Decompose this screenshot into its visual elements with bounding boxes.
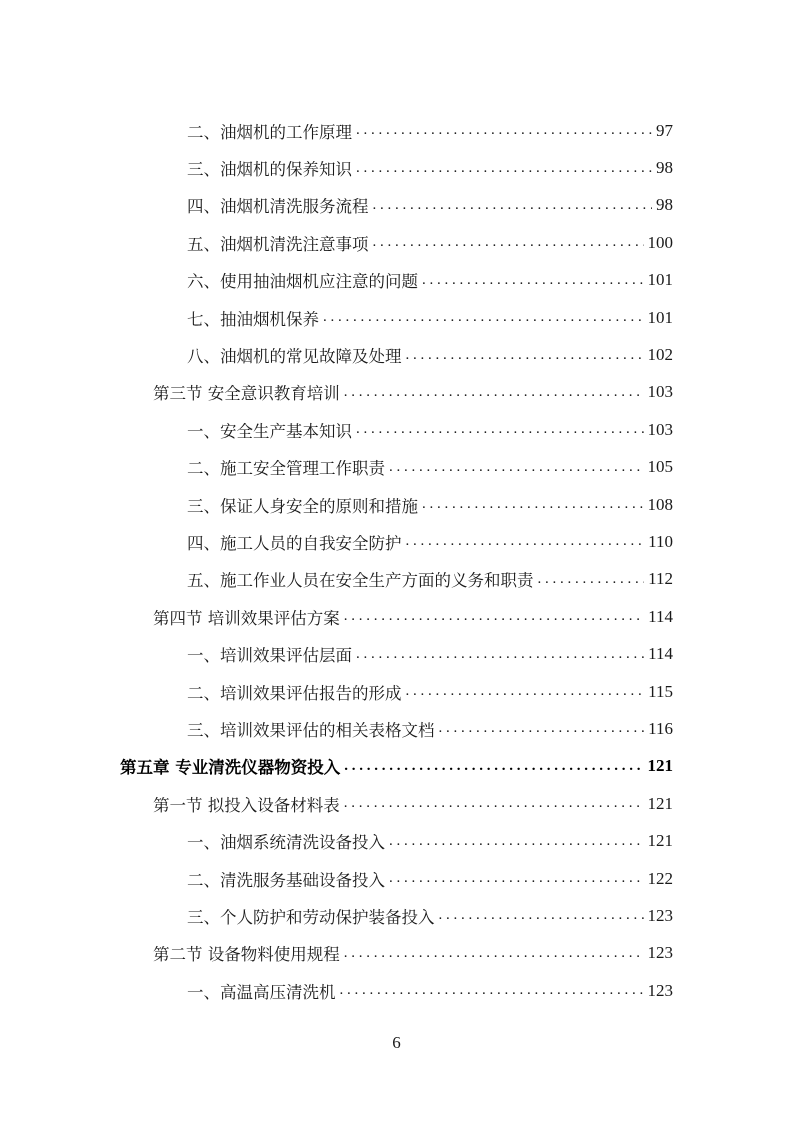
toc-item[interactable] [0, 822, 793, 859]
dot-leader [344, 795, 644, 812]
toc-item[interactable] [0, 860, 793, 897]
toc-chapter[interactable] [0, 748, 793, 785]
toc-entry-title: 一、安全生产基本知识 [187, 421, 352, 441]
toc-entry-page: 122 [647, 868, 673, 888]
toc-entry-title: 一、培训效果评估层面 [187, 646, 352, 666]
toc-entry-title: 三、个人防护和劳动保护装备投入 [187, 907, 435, 927]
toc-entry-title: 四、施工人员的自我安全防护 [187, 533, 402, 553]
toc-entry-page: 101 [647, 307, 673, 327]
toc-item[interactable] [0, 449, 793, 486]
toc-entry-page: 103 [647, 419, 673, 439]
toc-entry-page: 105 [647, 457, 673, 477]
dot-leader [389, 833, 644, 850]
dot-leader [323, 309, 644, 326]
toc-entry-title: 第一节 拟投入设备材料表 [153, 795, 340, 815]
toc-entry-page: 115 [648, 681, 673, 701]
dot-leader [356, 421, 644, 438]
dot-leader [389, 870, 644, 887]
toc-item[interactable] [0, 635, 793, 672]
dot-leader [538, 571, 645, 588]
dot-leader [422, 496, 644, 513]
toc-entry-title: 五、油烟机清洗注意事项 [187, 234, 369, 254]
toc-item[interactable] [0, 897, 793, 934]
toc-item[interactable] [0, 299, 793, 336]
dot-leader [344, 945, 644, 962]
toc-entry-title: 二、清洗服务基础设备投入 [187, 870, 385, 890]
toc-item[interactable] [0, 187, 793, 224]
toc-item[interactable] [0, 561, 793, 598]
dot-leader [422, 272, 644, 289]
toc-entry-page: 97 [656, 120, 673, 140]
dot-leader [439, 907, 644, 924]
toc-entry-page: 121 [647, 756, 673, 776]
toc-entry-page: 123 [647, 905, 673, 925]
toc-entry-title: 第四节 培训效果评估方案 [153, 608, 340, 628]
toc-section[interactable] [0, 935, 793, 972]
dot-leader [356, 160, 652, 177]
toc-entry-title: 第五章 专业清洗仪器物资投入 [120, 758, 341, 778]
toc-entry-page: 98 [656, 158, 673, 178]
dot-leader [406, 683, 645, 700]
toc-entry-title: 八、油烟机的常见故障及处理 [187, 347, 402, 367]
dot-leader [406, 347, 644, 364]
dot-leader [344, 608, 644, 625]
toc-item[interactable] [0, 673, 793, 710]
toc-entry-page: 121 [647, 793, 673, 813]
toc-entry-page: 123 [647, 943, 673, 963]
page-number: 6 [392, 1033, 401, 1052]
dot-leader [406, 533, 645, 550]
toc-entry-page: 114 [648, 606, 673, 626]
toc-entry-page: 123 [647, 980, 673, 1000]
toc-item[interactable] [0, 411, 793, 448]
toc-entry-page: 121 [647, 831, 673, 851]
toc-entry-title: 第三节 安全意识教育培训 [153, 384, 340, 404]
toc-section[interactable] [0, 374, 793, 411]
toc-entry-title: 二、施工安全管理工作职责 [187, 459, 385, 479]
toc-section[interactable] [0, 598, 793, 635]
toc-item[interactable] [0, 972, 793, 1009]
toc-item[interactable] [0, 224, 793, 261]
toc-entry-title: 一、高温高压清洗机 [187, 982, 336, 1002]
toc-entry-page: 101 [647, 270, 673, 290]
dot-leader [344, 758, 643, 775]
toc-item[interactable] [0, 710, 793, 747]
table-of-contents [0, 112, 793, 1009]
toc-entry-title: 三、培训效果评估的相关表格文档 [187, 720, 435, 740]
toc-entry-title: 七、抽油烟机保养 [187, 309, 319, 329]
toc-entry-title: 三、油烟机的保养知识 [187, 160, 352, 180]
toc-entry-page: 114 [648, 644, 673, 664]
dot-leader [356, 646, 644, 663]
dot-leader [373, 197, 653, 214]
toc-entry-title: 二、油烟机的工作原理 [187, 122, 352, 142]
toc-entry-title: 五、施工作业人员在安全生产方面的义务和职责 [187, 571, 534, 591]
toc-item[interactable] [0, 336, 793, 373]
toc-entry-page: 103 [647, 382, 673, 402]
toc-entry-title: 三、保证人身安全的原则和措施 [187, 496, 418, 516]
dot-leader [389, 459, 644, 476]
toc-entry-page: 116 [648, 718, 673, 738]
toc-item[interactable] [0, 112, 793, 149]
toc-entry-page: 98 [656, 195, 673, 215]
toc-item[interactable] [0, 486, 793, 523]
toc-entry-title: 四、油烟机清洗服务流程 [187, 197, 369, 217]
toc-entry-title: 二、培训效果评估报告的形成 [187, 683, 402, 703]
toc-entry-title: 六、使用抽油烟机应注意的问题 [187, 272, 418, 292]
dot-leader [373, 234, 644, 251]
toc-section[interactable] [0, 785, 793, 822]
toc-entry-page: 102 [647, 345, 673, 365]
toc-item[interactable] [0, 149, 793, 186]
toc-entry-page: 100 [647, 232, 673, 252]
toc-entry-page: 108 [647, 494, 673, 514]
dot-leader [344, 384, 644, 401]
dot-leader [439, 720, 645, 737]
dot-leader [340, 982, 644, 999]
toc-entry-page: 110 [648, 531, 673, 551]
toc-entry-title: 第二节 设备物料使用规程 [153, 945, 340, 965]
toc-entry-title: 一、油烟系统清洗设备投入 [187, 833, 385, 853]
toc-entry-page: 112 [648, 569, 673, 589]
toc-item[interactable] [0, 262, 793, 299]
toc-item[interactable] [0, 523, 793, 560]
dot-leader [356, 122, 652, 139]
